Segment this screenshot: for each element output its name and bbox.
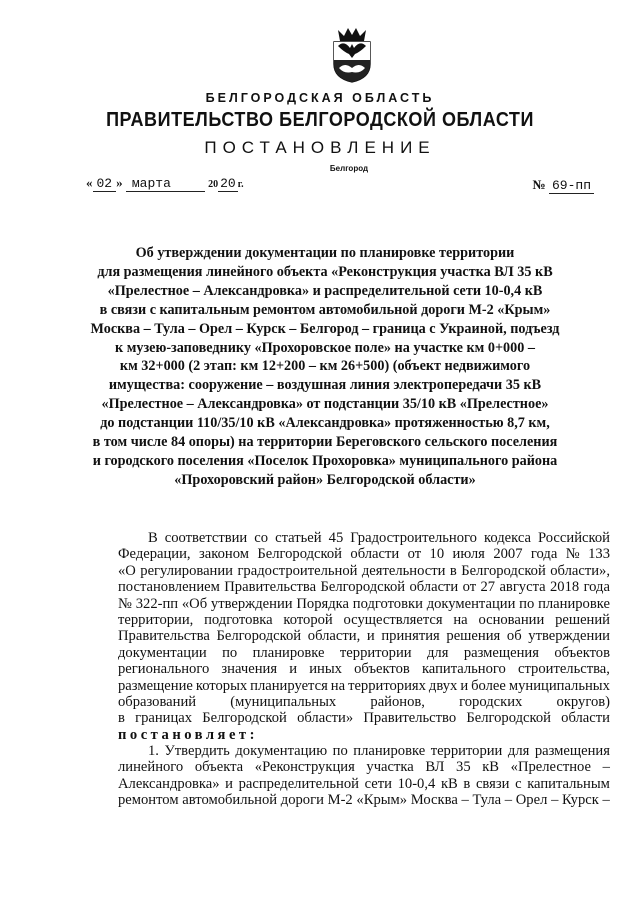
word: ВЛ: [425, 759, 445, 776]
document-number: [533, 177, 594, 193]
resolves-word: постановляет:: [118, 726, 258, 743]
word: в: [449, 562, 457, 579]
body-line: [118, 579, 610, 595]
word: территории,: [118, 611, 194, 628]
word: соответствии: [164, 530, 248, 546]
word: Порядка: [296, 595, 349, 612]
word: 10-0,4: [397, 775, 436, 792]
word: –: [602, 792, 610, 809]
word: документацию: [235, 743, 328, 760]
document-type: ПОСТАНОВЛЕНИЕ: [204, 138, 436, 157]
word: регионального: [118, 661, 210, 678]
word: градостроительной: [237, 562, 358, 579]
word: об: [506, 628, 522, 645]
body-line: [118, 678, 610, 694]
word: «Об: [181, 595, 208, 612]
body-line: [118, 710, 610, 726]
title-line: для размещения линейного объекта «Реконструкция участка ВЛ 35 кВ: [97, 263, 553, 280]
word: 10: [429, 546, 445, 563]
title-line: к музею-заповеднику «Прохоровское поле» на участке км 0+000 –: [115, 339, 535, 356]
word: на: [453, 611, 468, 628]
word: Белгородской: [320, 579, 406, 596]
word: связи: [475, 775, 510, 792]
word: 2007: [493, 546, 523, 563]
word: кВ: [440, 775, 458, 792]
word: –: [504, 792, 513, 809]
word: деятельности: [361, 562, 446, 579]
word: от: [462, 579, 477, 596]
word: 27: [480, 579, 496, 596]
word: «О: [118, 562, 136, 579]
title-line: и городского поселения «Поселок Прохоровка» муниципального района: [92, 452, 558, 469]
number-value: 69-пп: [549, 178, 594, 194]
word: объектов: [554, 644, 610, 661]
item-line: [118, 759, 610, 775]
word: решения: [446, 628, 501, 645]
word: Орел: [515, 792, 548, 809]
word: Правительство: [363, 710, 457, 727]
word: документации: [118, 644, 207, 661]
word: Градостроительного: [350, 530, 477, 546]
word: иных: [309, 661, 342, 678]
word: В: [148, 530, 158, 546]
word: образований: [118, 693, 197, 710]
word: года: [530, 546, 558, 563]
date-year-abbr: г.: [237, 179, 244, 190]
word: планировке: [252, 644, 325, 661]
word: принятия: [381, 628, 440, 645]
document-body: [118, 530, 610, 809]
word: основании: [478, 611, 545, 628]
date-open-quote: «: [86, 175, 93, 190]
document-title: [82, 244, 568, 490]
word: значения: [221, 661, 278, 678]
word: Москва: [410, 792, 458, 809]
body-line: [118, 628, 610, 644]
word: со: [254, 530, 269, 546]
word: области: [350, 546, 400, 563]
word: Белгородской: [466, 710, 551, 727]
date-year-prefix: 20: [208, 179, 219, 190]
word: (муниципальных: [230, 693, 337, 710]
word: планировке: [353, 743, 426, 760]
body-line: [118, 530, 610, 546]
body-line: [118, 563, 610, 579]
body-line: [118, 694, 610, 710]
body-line: [118, 645, 610, 661]
word: объекта: [194, 759, 244, 776]
title-line: в связи с капитальным ремонтом автомобильной дороги М-2 «Крым»: [99, 301, 551, 318]
word: строительства,: [518, 661, 610, 678]
body-line: [118, 661, 610, 677]
word: подготовка: [204, 611, 273, 628]
word: регулировании: [140, 562, 233, 579]
word: М-2: [327, 792, 353, 809]
word: –: [461, 792, 469, 809]
word: –: [551, 792, 559, 809]
word: и: [225, 775, 233, 792]
word: области,: [307, 628, 361, 645]
date-year-suffix: 20: [220, 176, 236, 191]
word: области: [561, 710, 610, 727]
word: Белгородской: [216, 628, 302, 645]
word: №: [565, 546, 580, 563]
word: Федерации,: [118, 546, 191, 563]
word: утверждении: [528, 628, 610, 645]
word: округов): [556, 693, 610, 710]
title-line: «Прохоровский район» Белгородской области»: [174, 471, 476, 488]
word: территории: [430, 743, 503, 760]
body-line: [118, 546, 610, 562]
word: для: [427, 644, 449, 661]
word: Белгородской: [202, 710, 287, 727]
word: августа: [499, 579, 546, 596]
word: размещение: [118, 677, 193, 694]
word: линейного: [118, 759, 184, 776]
word: области»,: [550, 562, 610, 579]
word: документации: [426, 595, 516, 612]
word: территориях: [348, 677, 426, 694]
title-line: «Прелестное – Александровка» и распределительной сети 10-0,4 кВ: [107, 282, 543, 299]
word: «Реконструкция: [254, 759, 355, 776]
word: Белгородской: [461, 562, 546, 579]
date-day: 02: [93, 176, 117, 192]
word: от: [407, 546, 422, 563]
date-month: марта: [126, 176, 205, 192]
word: планировке: [538, 595, 610, 612]
title-line: Москва – Тула – Орел – Курск – Белгород – граница с Украиной, подъезд: [90, 320, 560, 337]
number-sign: №: [532, 177, 546, 192]
region-name: БЕЛГОРОДСКАЯ ОБЛАСТЬ: [205, 91, 435, 105]
word: №: [118, 595, 132, 612]
word: Белгородской: [257, 546, 342, 563]
word: подготовки: [352, 595, 423, 612]
word: 1.: [148, 743, 159, 760]
resolves-line: [118, 727, 610, 743]
word: кВ: [482, 759, 500, 776]
word: автомобильной: [182, 792, 278, 809]
word: Курск: [562, 792, 599, 809]
word: законом: [199, 546, 249, 563]
word: Утвердить: [164, 743, 230, 760]
word: 45: [328, 530, 344, 546]
word: городских: [459, 693, 523, 710]
word: по: [519, 595, 535, 612]
coat-of-arms-icon: [330, 24, 374, 84]
title-line: км 32+000 (2 этап: км 12+200 – км 26+500) (объект недвижимого: [119, 358, 531, 375]
word: и: [289, 661, 298, 678]
word: года: [583, 579, 610, 596]
word: районов,: [370, 693, 425, 710]
word: по: [332, 743, 348, 760]
word: территории: [339, 644, 412, 661]
word: области»: [297, 710, 354, 727]
body-line: [118, 612, 610, 628]
word: и: [460, 677, 469, 694]
word: статьей: [275, 530, 322, 546]
word: 2018: [550, 579, 580, 596]
word: 322-пп: [135, 595, 179, 612]
word: на: [330, 677, 346, 694]
title-line: Об утверждении документации по планировке территории: [135, 245, 515, 261]
word: границах: [135, 710, 193, 727]
word: Правительства: [118, 628, 210, 645]
word: постановлением: [118, 579, 220, 596]
word: планируется: [250, 677, 328, 694]
government-name: ПРАВИТЕЛЬСТВО БЕЛГОРОДСКОЙ ОБЛАСТИ: [106, 109, 534, 131]
item-line: [118, 792, 610, 808]
word: для: [507, 743, 530, 760]
word: двух: [428, 677, 458, 694]
word: капитального: [421, 661, 506, 678]
date-close-quote: »: [116, 175, 123, 190]
word: с: [515, 775, 522, 792]
word: и: [366, 628, 375, 645]
word: участка: [366, 759, 414, 776]
word: которой: [283, 611, 333, 628]
title-line: в том числе 84 опоры) на территории Береговского сельского поселения: [92, 434, 558, 451]
word: муниципальных: [508, 677, 610, 694]
body-line: [118, 596, 610, 612]
document-date: [86, 175, 244, 191]
word: сети: [364, 775, 392, 792]
word: размещения: [463, 644, 539, 661]
word: утверждении: [210, 595, 293, 612]
word: 133: [588, 546, 610, 563]
title-line: имущества: сооружение – воздушная линия электропередачи 35 кВ: [108, 377, 542, 394]
word: Правительства: [224, 579, 317, 596]
title-line: «Прелестное – Александровка» от подстанции 35/10 кВ «Прелестное»: [101, 396, 549, 413]
word: июля: [452, 546, 485, 563]
word: в: [118, 710, 125, 727]
word: 35: [456, 759, 471, 776]
title-line: до подстанции 110/35/10 кВ «Александровка» протяженностью 8,7 км,: [100, 415, 550, 432]
word: осуществляется: [343, 611, 443, 628]
word: по: [222, 644, 238, 661]
item-line: [118, 776, 610, 792]
word: ремонтом: [118, 792, 179, 809]
city-name: Белгород: [329, 164, 369, 173]
word: более: [471, 677, 506, 694]
item-line: [118, 743, 610, 759]
word: решений: [555, 611, 610, 628]
word: «Прелестное: [510, 759, 592, 776]
word: размещения: [534, 743, 610, 760]
word: Тула: [472, 792, 502, 809]
word: кодекса: [483, 530, 531, 546]
word: «Крым»: [356, 792, 408, 809]
word: дороги: [280, 792, 324, 809]
word: Российской: [538, 530, 610, 546]
word: –: [602, 759, 610, 776]
word: области: [409, 579, 459, 596]
word: объектов: [354, 661, 410, 678]
word: капитальным: [527, 775, 610, 792]
word: в: [463, 775, 471, 792]
word: которых: [195, 677, 248, 694]
word: Александровка»: [118, 775, 220, 792]
word: распределительной: [238, 775, 359, 792]
